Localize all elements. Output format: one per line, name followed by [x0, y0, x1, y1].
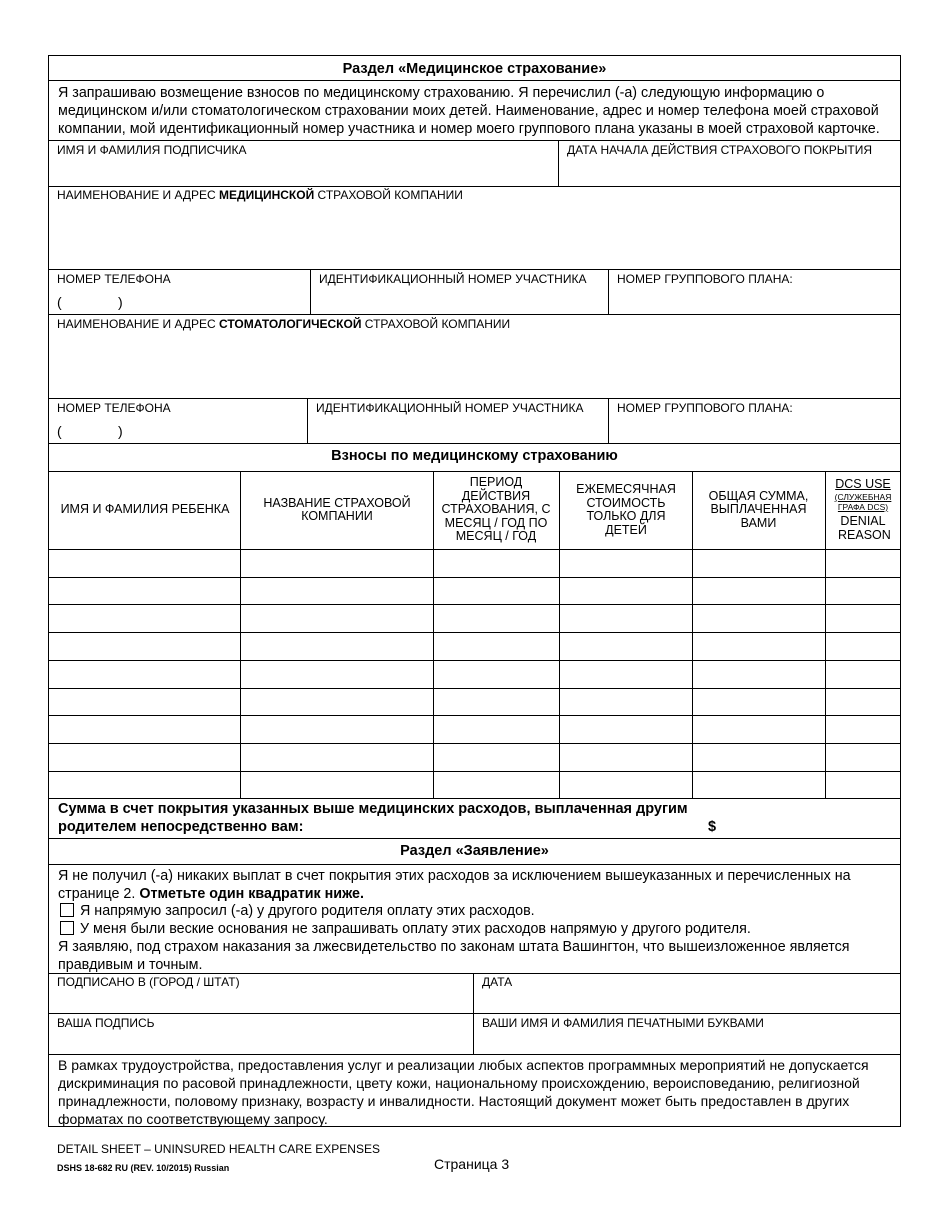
option-valid-reason: У меня были веские основания не запрашивать оплату этих расходов напрямую у другого родителя.	[58, 920, 893, 938]
cell-child-name[interactable]	[49, 633, 239, 659]
col-child-name: ИМЯ И ФАМИЛИЯ РЕБЕНКА	[60, 502, 230, 517]
dental-phone-label: НОМЕР ТЕЛЕФОНА	[57, 401, 171, 415]
signature-field[interactable]	[49, 1031, 472, 1053]
cell-insurance-company[interactable]	[241, 744, 432, 770]
cell-monthly-cost[interactable]	[560, 689, 691, 715]
date-label: ДАТА	[482, 975, 513, 989]
cell-total-paid[interactable]	[693, 716, 824, 742]
cell-total-paid[interactable]	[693, 689, 824, 715]
table-row	[48, 688, 901, 716]
dental-phone-field[interactable]	[62, 420, 305, 442]
cell-monthly-cost[interactable]	[560, 772, 691, 798]
insurance-intro: Я запрашиваю возмещение взносов по медицинскому страхованию. Я перечислил (-а) следующую информацию о медицинском и/или стоматологическом страховании моих детей. Наименование, адрес и номер телефона моей страховой компании, мой идентификационный номер участника и номер моего группового плана указаны в моей страховой карточке.	[58, 85, 880, 137]
checkbox-valid-reason[interactable]	[60, 921, 74, 935]
medical-group-plan-field[interactable]	[610, 287, 900, 313]
medical-phone-field[interactable]	[62, 291, 308, 313]
cell-insurance-company[interactable]	[241, 633, 432, 659]
cell-insurance-company[interactable]	[241, 578, 432, 604]
coverage-start-field[interactable]	[560, 157, 900, 185]
cell-insurance-company[interactable]	[241, 550, 432, 576]
subscriber-name-field[interactable]	[49, 157, 557, 185]
cell-child-name[interactable]	[49, 578, 239, 604]
footer-page-label: Страница 3	[434, 1156, 510, 1172]
dental-group-plan-field[interactable]	[610, 416, 900, 442]
row-divider	[48, 743, 901, 744]
cell-coverage-period[interactable]	[434, 689, 558, 715]
cell-coverage-period[interactable]	[434, 744, 558, 770]
table-row	[48, 660, 901, 688]
cell-denial-reason[interactable]	[826, 550, 900, 576]
footer-sheet-title: DETAIL SHEET – UNINSURED HEALTH CARE EXPENSES	[57, 1142, 380, 1156]
cell-insurance-company[interactable]	[241, 605, 432, 631]
cell-insurance-company[interactable]	[241, 716, 432, 742]
cell-coverage-period[interactable]	[434, 661, 558, 687]
row-divider	[48, 660, 901, 661]
col-dcs-use	[827, 471, 899, 549]
dental-member-id-label: ИДЕНТИФИКАЦИОННЫЙ НОМЕР УЧАСТНИКА	[316, 401, 584, 415]
cell-denial-reason[interactable]	[826, 578, 900, 604]
cell-monthly-cost[interactable]	[560, 605, 691, 631]
nondiscrimination-notice: В рамках трудоустройства, предоставления услуг и реализации любых аспектов программных мероприятий не допускается дискриминация по расовой принадлежности, цвету кожи, национальному происхождению, вероисповеданию, религиозной принадлежности, половому признаку, возрасту и инвалидности. Настоящий документ может быть предоставлен в других форматах по соответствующему запросу.	[58, 1057, 869, 1127]
cell-coverage-period[interactable]	[434, 772, 558, 798]
checkbox-direct-request[interactable]	[60, 903, 74, 917]
table-row	[48, 549, 901, 577]
cell-monthly-cost[interactable]	[560, 744, 691, 770]
cell-denial-reason[interactable]	[826, 772, 900, 798]
signed-at-label: ПОДПИСАНО В (ГОРОД / ШТАТ)	[57, 975, 240, 989]
medical-phone-paren-open: (	[57, 294, 62, 310]
dental-member-id-field[interactable]	[309, 416, 606, 442]
cell-monthly-cost[interactable]	[560, 633, 691, 659]
cell-child-name[interactable]	[49, 744, 239, 770]
medical-group-plan-label: НОМЕР ГРУППОВОГО ПЛАНА:	[617, 272, 793, 286]
table-row	[48, 771, 901, 799]
declaration-text: Я заявляю, под страхом наказания за лжесвидетельство по законам штата Вашингтон, что вышеизложенное является правдивым и точным.	[58, 939, 850, 973]
statement-title: Раздел «Заявление»	[400, 843, 549, 859]
dental-phone-paren-close: )	[118, 423, 123, 439]
dental-phone-paren-open: (	[57, 423, 62, 439]
cell-denial-reason[interactable]	[826, 661, 900, 687]
cell-denial-reason[interactable]	[826, 633, 900, 659]
other-parent-sum-label: Сумма в счет покрытия указанных выше медицинских расходов, выплаченная другим родителем непосредственно вам:	[58, 801, 688, 835]
cell-total-paid[interactable]	[693, 578, 824, 604]
cell-coverage-period[interactable]	[434, 578, 558, 604]
cell-monthly-cost[interactable]	[560, 550, 691, 576]
cell-coverage-period[interactable]	[434, 550, 558, 576]
subscriber-name-label: ИМЯ И ФАМИЛИЯ ПОДПИСЧИКА	[57, 143, 247, 157]
insurance-section-title: Раздел «Медицинское страхование»	[342, 61, 607, 77]
cell-coverage-period[interactable]	[434, 633, 558, 659]
signed-at-field[interactable]	[49, 990, 472, 1012]
dental-company-field[interactable]	[49, 332, 900, 397]
cell-denial-reason[interactable]	[826, 744, 900, 770]
cell-child-name[interactable]	[49, 689, 239, 715]
row-divider	[48, 771, 901, 772]
cell-insurance-company[interactable]	[241, 772, 432, 798]
row-divider	[48, 688, 901, 689]
printed-name-field[interactable]	[475, 1031, 900, 1053]
table-row	[48, 743, 901, 771]
table-row	[48, 715, 901, 743]
medical-phone-paren-close: )	[118, 294, 123, 310]
cell-monthly-cost[interactable]	[560, 578, 691, 604]
cell-child-name[interactable]	[49, 605, 239, 631]
medical-member-id-field[interactable]	[312, 287, 606, 313]
dcs-note: (СЛУЖЕБНАЯ ГРАФА DCS)	[834, 491, 892, 512]
premiums-title: Взносы по медицинскому страхованию	[331, 448, 618, 464]
row-divider	[48, 632, 901, 633]
statement-text: Я не получил (-а) никаких выплат в счет покрытия этих расходов за исключением вышеуказанных и перечисленных на странице 2. Отметьте один квадратик ниже.	[58, 868, 851, 902]
row-divider	[48, 604, 901, 605]
cell-total-paid[interactable]	[693, 744, 824, 770]
cell-total-paid[interactable]	[693, 661, 824, 687]
dental-group-plan-label: НОМЕР ГРУППОВОГО ПЛАНА:	[617, 401, 793, 415]
row-divider	[48, 715, 901, 716]
cell-child-name[interactable]	[49, 772, 239, 798]
cell-monthly-cost[interactable]	[560, 716, 691, 742]
footer-form-id: DSHS 18-682 RU (REV. 10/2015) Russian	[57, 1163, 230, 1173]
table-row	[48, 577, 901, 605]
col-insurance-company: НАЗВАНИЕ СТРАХОВОЙ КОМПАНИИ	[263, 495, 411, 523]
col-total-paid: ОБЩАЯ СУММА, ВЫПЛАЧЕННАЯ ВАМИ	[708, 488, 809, 530]
medical-phone-label: НОМЕР ТЕЛЕФОНА	[57, 272, 171, 286]
col-coverage-period: ПЕРИОД ДЕЙСТВИЯ СТРАХОВАНИЯ, С МЕСЯЦ / ГОД ПО МЕСЯЦ / ГОД	[441, 475, 551, 544]
coverage-start-label: ДАТА НАЧАЛА ДЕЙСТВИЯ СТРАХОВОГО ПОКРЫТИЯ	[567, 143, 873, 157]
option-direct-request: Я напрямую запросил (-а) у другого родителя оплату этих расходов.	[58, 902, 893, 920]
table-row	[48, 632, 901, 660]
cell-monthly-cost[interactable]	[560, 661, 691, 687]
cell-denial-reason[interactable]	[826, 689, 900, 715]
row-divider	[48, 577, 901, 578]
cell-total-paid[interactable]	[693, 772, 824, 798]
cell-denial-reason[interactable]	[826, 716, 900, 742]
col-monthly-cost: ЕЖЕМЕСЯЧНАЯ СТОИМОСТЬ ТОЛЬКО ДЛЯ ДЕТЕЙ	[576, 482, 676, 537]
denial-reason: DENIAL REASON	[838, 513, 891, 542]
other-parent-sum-field[interactable]	[720, 817, 898, 837]
medical-company-field[interactable]	[49, 203, 900, 268]
date-field[interactable]	[475, 990, 900, 1012]
cell-total-paid[interactable]	[693, 605, 824, 631]
dcs-use-label: DCS USE	[835, 477, 891, 492]
medical-member-id-label: ИДЕНТИФИКАЦИОННЫЙ НОМЕР УЧАСТНИКА	[319, 272, 587, 286]
cell-child-name[interactable]	[49, 550, 239, 576]
printed-name-label: ВАШИ ИМЯ И ФАМИЛИЯ ПЕЧАТНЫМИ БУКВАМИ	[482, 1016, 764, 1030]
signature-label: ВАША ПОДПИСЬ	[57, 1016, 155, 1030]
cell-denial-reason[interactable]	[826, 605, 900, 631]
dental-company-label: НАИМЕНОВАНИЕ И АДРЕС СТОМАТОЛОГИЧЕСКОЙ СТРАХОВОЙ КОМПАНИИ	[57, 317, 511, 331]
cell-total-paid[interactable]	[693, 550, 824, 576]
cell-insurance-company[interactable]	[241, 661, 432, 687]
table-row	[48, 604, 901, 632]
currency-sign: $	[708, 819, 717, 835]
cell-child-name[interactable]	[49, 661, 239, 687]
cell-total-paid[interactable]	[693, 633, 824, 659]
cell-coverage-period[interactable]	[434, 716, 558, 742]
cell-insurance-company[interactable]	[241, 689, 432, 715]
medical-company-label: НАИМЕНОВАНИЕ И АДРЕС МЕДИЦИНСКОЙ СТРАХОВОЙ КОМПАНИИ	[57, 188, 463, 202]
cell-child-name[interactable]	[49, 716, 239, 742]
cell-coverage-period[interactable]	[434, 605, 558, 631]
